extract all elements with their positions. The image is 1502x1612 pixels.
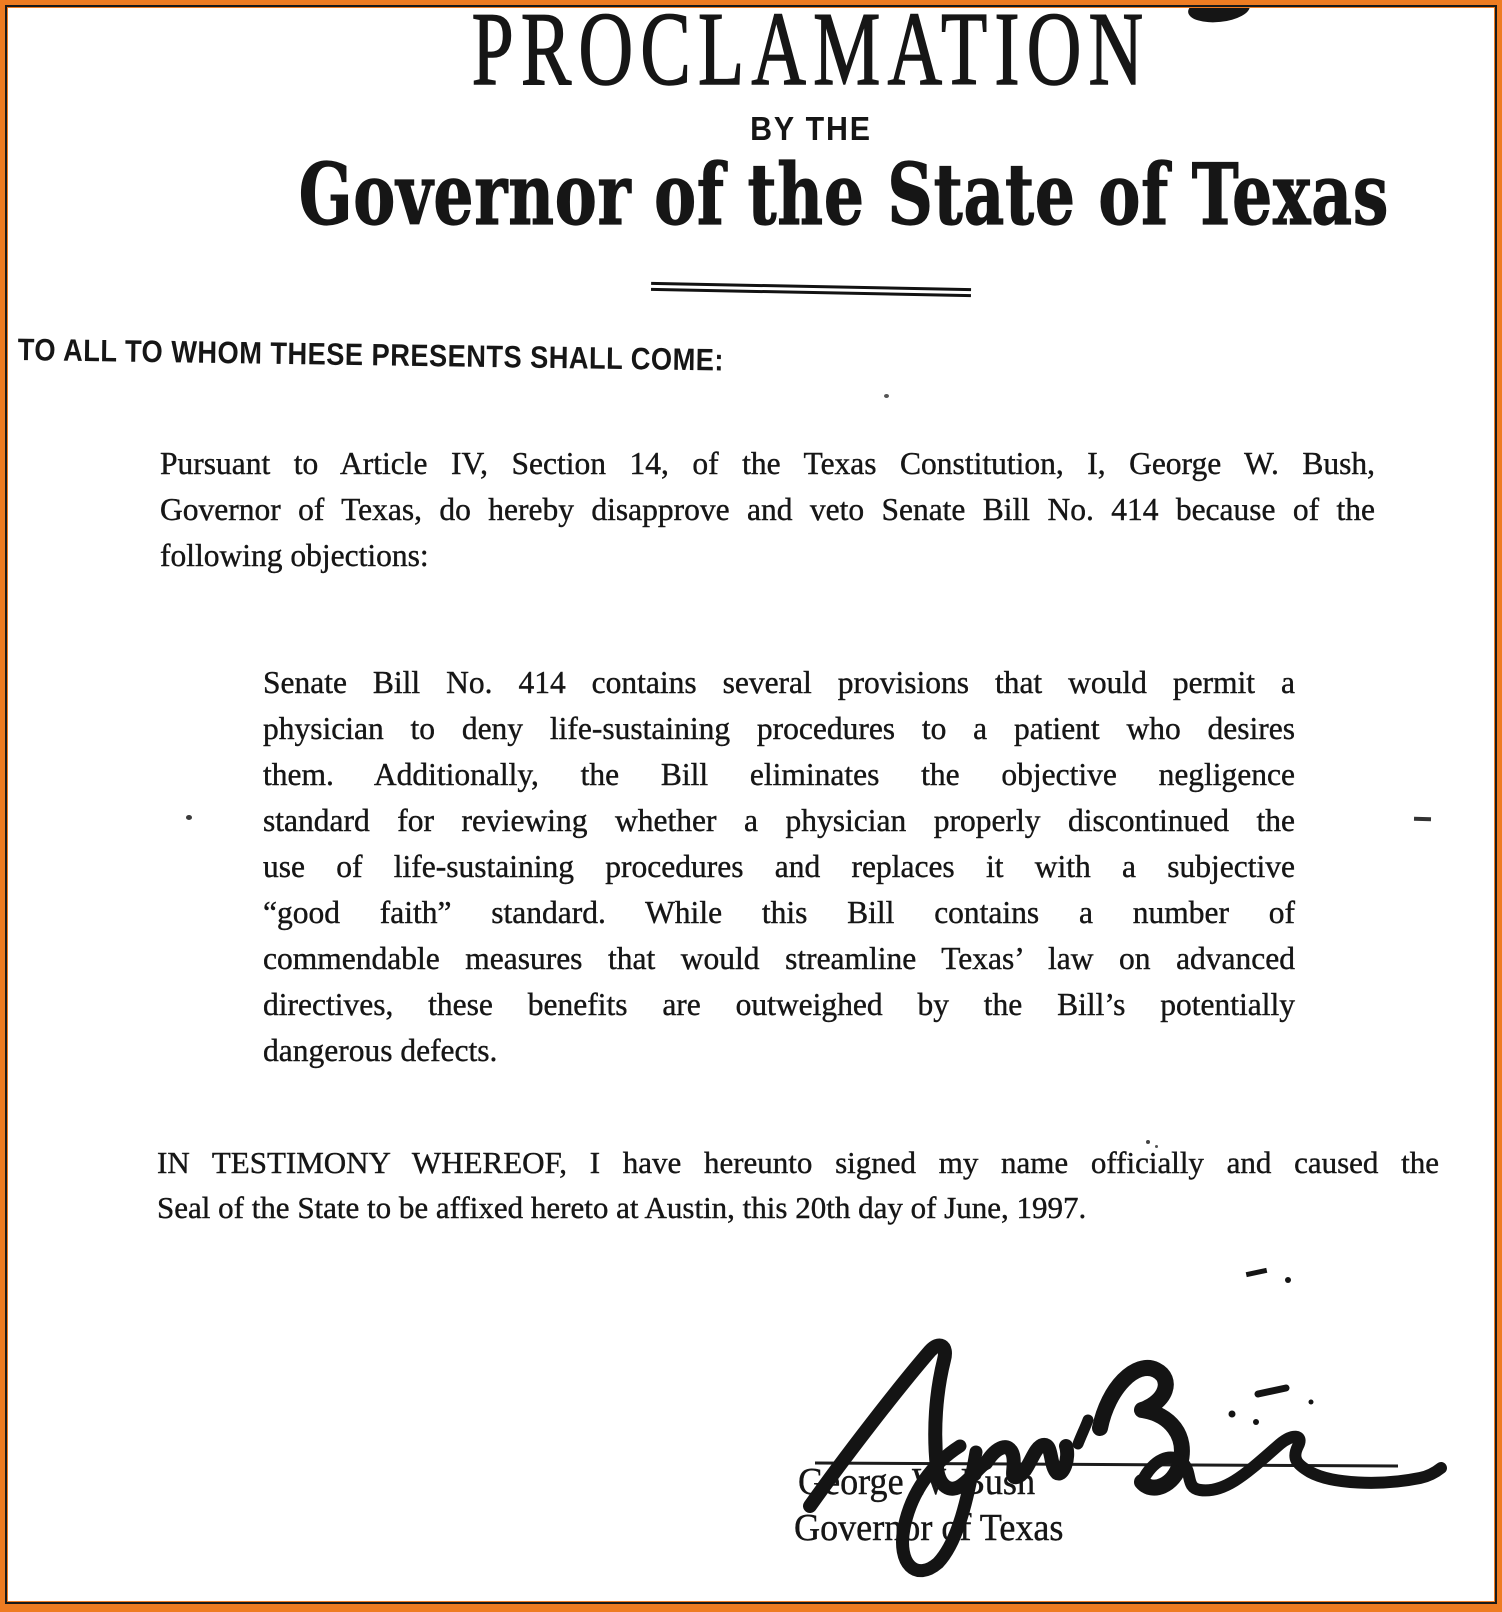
signatory-name: George W. Bush (798, 1461, 1035, 1503)
objections-line: commendable measures that would streamline Texas’ law on advanced (263, 941, 1295, 976)
objections-line: standard for reviewing whether a physician properly discontinued the (263, 803, 1295, 838)
page-border-inner (7, 7, 1495, 1602)
objections-line: “good faith” standard. While this Bill contains a number of (263, 895, 1295, 930)
intro-line: Pursuant to Article IV, Section 14, of the Texas Constitution, I, George W. Bush, (160, 446, 1375, 481)
proclamation-header (128, 8, 1494, 338)
testimony-line: IN TESTIMONY WHEREOF, I have hereunto signed my name officially and caused the (157, 1145, 1439, 1180)
signature-block (780, 1330, 1480, 1601)
objections-line: dangerous defects. (263, 1033, 498, 1068)
page-title: PROCLAMATION (471, 8, 1151, 107)
objections-line: physician to deny life-sustaining procedures to a patient who desires (263, 711, 1295, 746)
intro-line: following objections: (160, 538, 429, 573)
testimony-line: Seal of the State to be affixed hereto at Austin, this 20th day of June, 1997. (157, 1190, 1087, 1225)
signatory-title: Governor of Texas (794, 1507, 1064, 1549)
testimony-paragraph (157, 1140, 1439, 1230)
objections-line: use of life-sustaining procedures and replaces it with a subjective (263, 849, 1295, 884)
double-rule-divider (651, 282, 971, 300)
scan-artifact-dash (1246, 1268, 1268, 1277)
intro-line: Governor of Texas, do hereby disapprove and veto Senate Bill No. 414 because of the (160, 492, 1375, 527)
objections-paragraph (263, 660, 1295, 1074)
by-the-label: BY THE (750, 110, 872, 147)
objections-line: them. Additionally, the Bill eliminates the objective negligence (263, 757, 1295, 792)
scan-artifact-dash (1414, 817, 1431, 822)
scanned-document (8, 8, 1494, 1601)
signature-handwriting-icon (780, 1330, 1480, 1601)
scan-artifact-dot (884, 394, 889, 398)
issuer-title: Governor of the State of Texas (298, 145, 1390, 244)
salutation-line: TO ALL TO WHOM THESE PRESENTS SHALL COME: (17, 332, 725, 378)
scan-artifact-dot (186, 815, 192, 820)
scan-artifact-dot (1285, 1277, 1291, 1283)
page-border-frame (5, 5, 1497, 1604)
objections-line: Senate Bill No. 414 contains several provisions that would permit a (263, 665, 1295, 700)
objections-line: directives, these benefits are outweighed by the Bill’s potentially (263, 987, 1295, 1022)
intro-paragraph (160, 441, 1375, 579)
